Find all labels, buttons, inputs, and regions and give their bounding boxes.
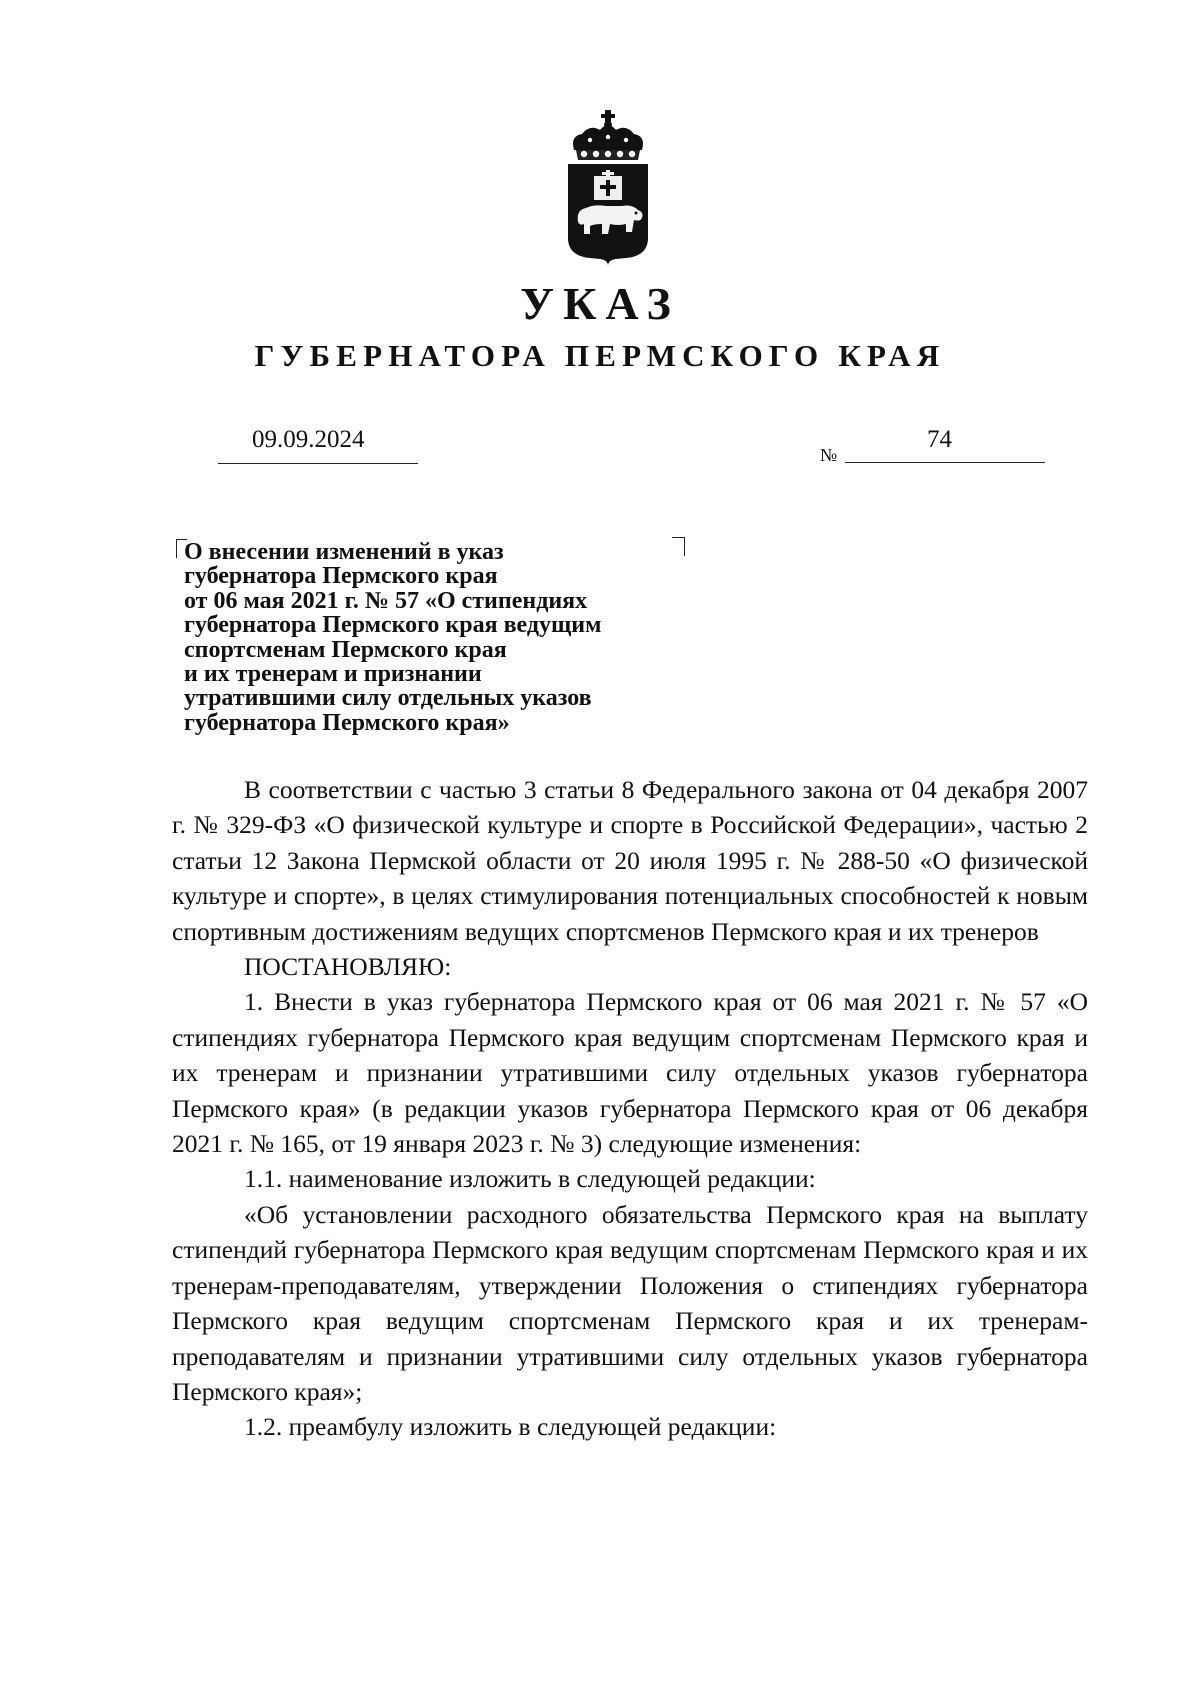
subject-line: губернатора Пермского края» — [184, 709, 510, 736]
subject-line: утратившими силу отдельных указов — [184, 685, 592, 712]
subject-line: спортсменам Пермского края — [184, 636, 507, 663]
subject-line: О внесении изменений в указ — [184, 539, 504, 565]
item-1-1-new-title: «Об установлении расходного обязательства Пермского края на выплату стипендий губернатора Пермского края ведущим спортсменам Пермского края и их тренерам-преподавателям, утверждении Положения о стипендиях губернатора Пермского края ведущим спортсменам Пермского края и их тренерам-преподавателям и признании утратившими силу отдельных указов губернатора Пермского края»; — [172, 1199, 1088, 1406]
subject-line: губернатора Пермского края ведущим — [184, 612, 602, 639]
decree-word: ПОСТАНОВЛЯЮ: — [244, 952, 452, 982]
decree-body — [172, 772, 1088, 1445]
subject-line: и их тренерам и признании — [184, 661, 482, 688]
decree-number: 74 — [927, 426, 952, 453]
preamble-paragraph: В соответствии с частью 3 статьи 8 Федерального закона от 04 декабря 2007 г. № 329-ФЗ «О физической культуре и спорте в Российской Федерации», частью 2 статьи 12 Закона Пермской области от 20 июля 1995 г. № 288-50 «О физической культуре и спорте», в целях стимулирования потенциальных способностей к новым спортивным достижениям ведущих спортсменов Пермского края и их тренеров — [172, 775, 1088, 946]
subject-line: губернатора Пермского края — [184, 563, 498, 590]
date-underline — [218, 463, 418, 464]
item-1-1-paragraph: 1.1. наименование изложить в следующей редакции: — [244, 1164, 816, 1194]
subject-line: от 06 мая 2021 г. № 57 «О стипендиях — [184, 587, 588, 614]
item-1-2-paragraph: 1.2. преамбулу изложить в следующей редакции: — [244, 1412, 777, 1442]
decree-date: 09.09.2024 — [252, 426, 365, 453]
number-underline — [845, 462, 1045, 463]
decree-subject — [184, 540, 704, 735]
number-sign: № — [820, 445, 838, 465]
document-title: УКАЗ — [520, 278, 680, 329]
document-issuer: ГУБЕРНАТОРА ПЕРМСКОГО КРАЯ — [254, 338, 946, 373]
item-1-paragraph: 1. Внести в указ губернатора Пермского края от 06 мая 2021 г. № 57 «О стипендиях губернатора Пермского края ведущим спортсменам Пермского края и их тренерам и признании утратившими силу отдельных указов губернатора Пермского края» (в редакции указов губернатора Пермского края от 06 декабря 2021 г. № 165, от 19 января 2023 г. № 3) следующие изменения: — [172, 987, 1088, 1159]
coat-of-arms-icon — [560, 110, 656, 266]
